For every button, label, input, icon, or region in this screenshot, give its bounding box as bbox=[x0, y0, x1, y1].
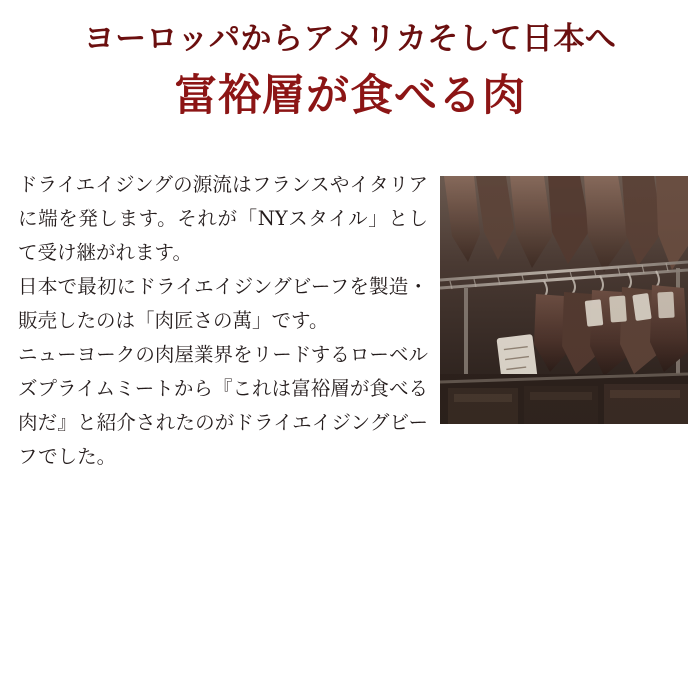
body-paragraph-3: ニューヨークの肉屋業界をリードするローベルズプライムミートから『これは富裕層が食べる肉だ』と紹介されたのがドライエイジングビーフでした。 bbox=[18, 343, 428, 468]
page-title-subheading: ヨーロッパからアメリカそして日本へ bbox=[83, 21, 617, 57]
body-text-column bbox=[18, 168, 428, 474]
body-paragraph-2: 日本で最初にドライエイジングビーフを製造・販売したのは「肉匠さの萬」です。 bbox=[18, 275, 428, 332]
body-paragraph-1: ドライエイジングの源流はフランスやイタリアに端を発します。それが「NYスタイル」として受け継がれます。 bbox=[18, 173, 428, 264]
content-area bbox=[0, 168, 700, 528]
heading-block bbox=[0, 0, 700, 121]
page-title-main: 富裕層が食べる肉 bbox=[174, 70, 526, 121]
dry-aging-beef-photo bbox=[440, 176, 688, 424]
